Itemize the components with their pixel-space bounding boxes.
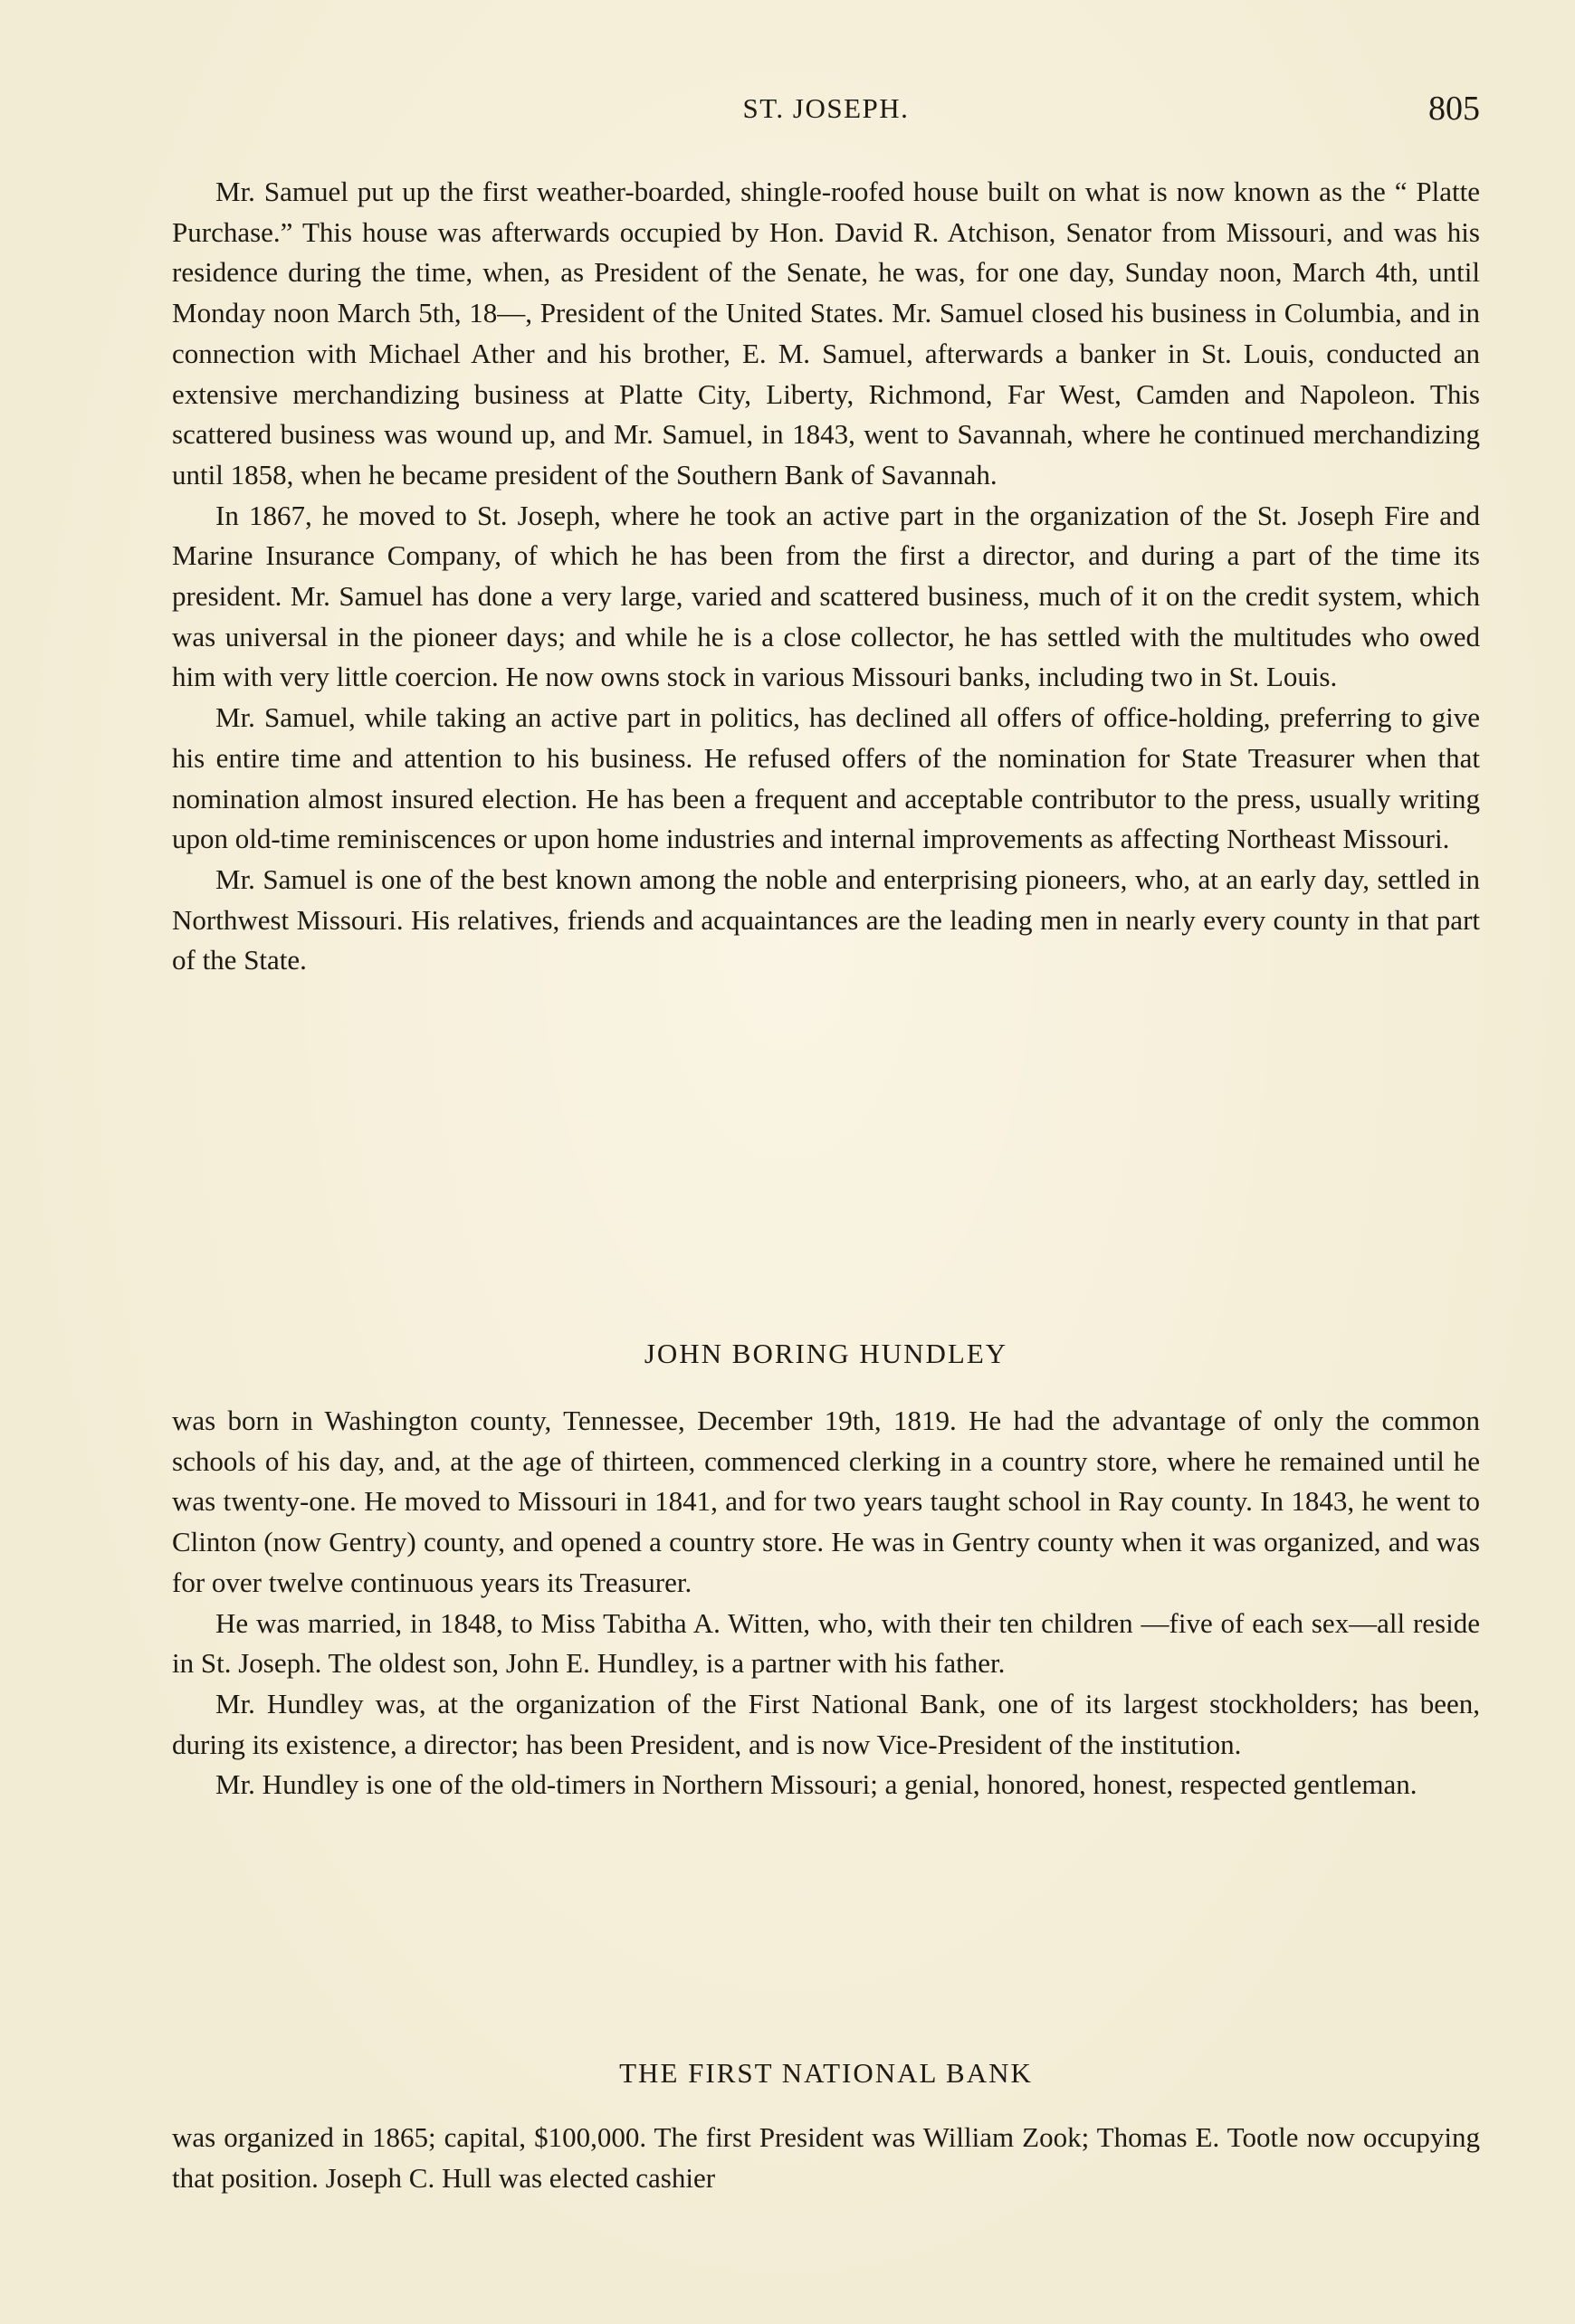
paragraph: In 1867, he moved to St. Joseph, where he took an active part in the organization of the St. Joseph Fire and Marine Insurance Company, of which he has been from the first a director, and during a part of the time its president. Mr. Samuel has done a very large, varied and scattered business, much of it on the credit system, which was universal in the pioneer days; and while he is a close collector, he has settled with the multitudes who owed him with very little coercion. He now owns stock in various Missouri banks, including two in St. Louis. (172, 499, 1480, 693)
section-heading-hundley: JOHN BORING HUNDLEY (644, 1338, 1008, 1369)
paragraph: He was married, in 1848, to Miss Tabitha A. Witten, who, with their ten children —five of each sex—all reside in St. Joseph. The oldest son, John E. Hundley, is a partner with his father. (172, 1606, 1480, 1680)
page-number: 805 (1428, 90, 1480, 128)
bank-history (172, 2118, 1480, 2198)
section-heading-first-national-bank: THE FIRST NATIONAL BANK (619, 2057, 1033, 2089)
paragraph: Mr. Samuel put up the first weather-boarded, shingle-roofed house built on what is now known as the “ Platte Purchase.” This house was afterwards occupied by Hon. David R. Atchison, Senator from Missouri, and was his residence during the time, when, as President of the Senate, he was, for one day, Sunday noon, March 4th, until Monday noon March 5th, 18—, President of the United States. Mr. Samuel closed his business in Columbia, and in connection with Michael Ather and his brother, E. M. Samuel, afterwards a banker in St. Louis, conducted an extensive merchandizing business at Platte City, Liberty, Richmond, Far West, Camden and Napoleon. This scattered business was wound up, and Mr. Samuel, in 1843, went to Savannah, where he continued merchandizing until 1858, when he became president of the Southern Bank of Savannah. (172, 176, 1480, 491)
paragraph: Mr. Hundley is one of the old-timers in Northern Missouri; a genial, honored, honest, respected gentleman. (215, 1768, 1418, 1801)
paragraph: Mr. Samuel, while taking an active part in politics, has declined all offers of office-holding, preferring to give his entire time and attention to his business. He refused offers of the nomination for State Treasurer when that nomination almost insured election. He has been a frequent and acceptable contributor to the press, usually writing upon old-time reminiscences or upon home industries and internal improvements as affecting Northeast Missouri. (172, 701, 1480, 855)
hundley-biography (172, 1401, 1480, 1805)
running-title: ST. JOSEPH. (742, 92, 910, 124)
paragraph: Mr. Samuel is one of the best known among the noble and enterprising pioneers, who, at an early day, settled in Northwest Missouri. His relatives, friends and acquaintances are the leading men in nearly every county in that part of the State. (172, 862, 1480, 976)
paragraph: was born in Washington county, Tennessee, December 19th, 1819. He had the advantage of only the common schools of his day, and, at the age of thirteen, commenced clerking in a country store, where he remained until he was twenty-one. He moved to Missouri in 1841, and for two years taught school in Ray county. In 1843, he went to Clinton (now Gentry) county, and opened a country store. He was in Gentry county when it was organized, and was for over twelve continuous years its Treasurer. (172, 1405, 1480, 1598)
paragraph: was organized in 1865; capital, $100,000. The first President was William Zook; Thomas E. Tootle now occupying that position. Joseph C. Hull was elected cashier (172, 2121, 1480, 2194)
paragraph: Mr. Hundley was, at the organization of the First National Bank, one of its largest stockholders; has been, during its existence, a director; has been President, and is now Vice-President of the institution. (172, 1687, 1480, 1760)
running-head (172, 89, 1480, 134)
samuel-biography (172, 172, 1480, 981)
